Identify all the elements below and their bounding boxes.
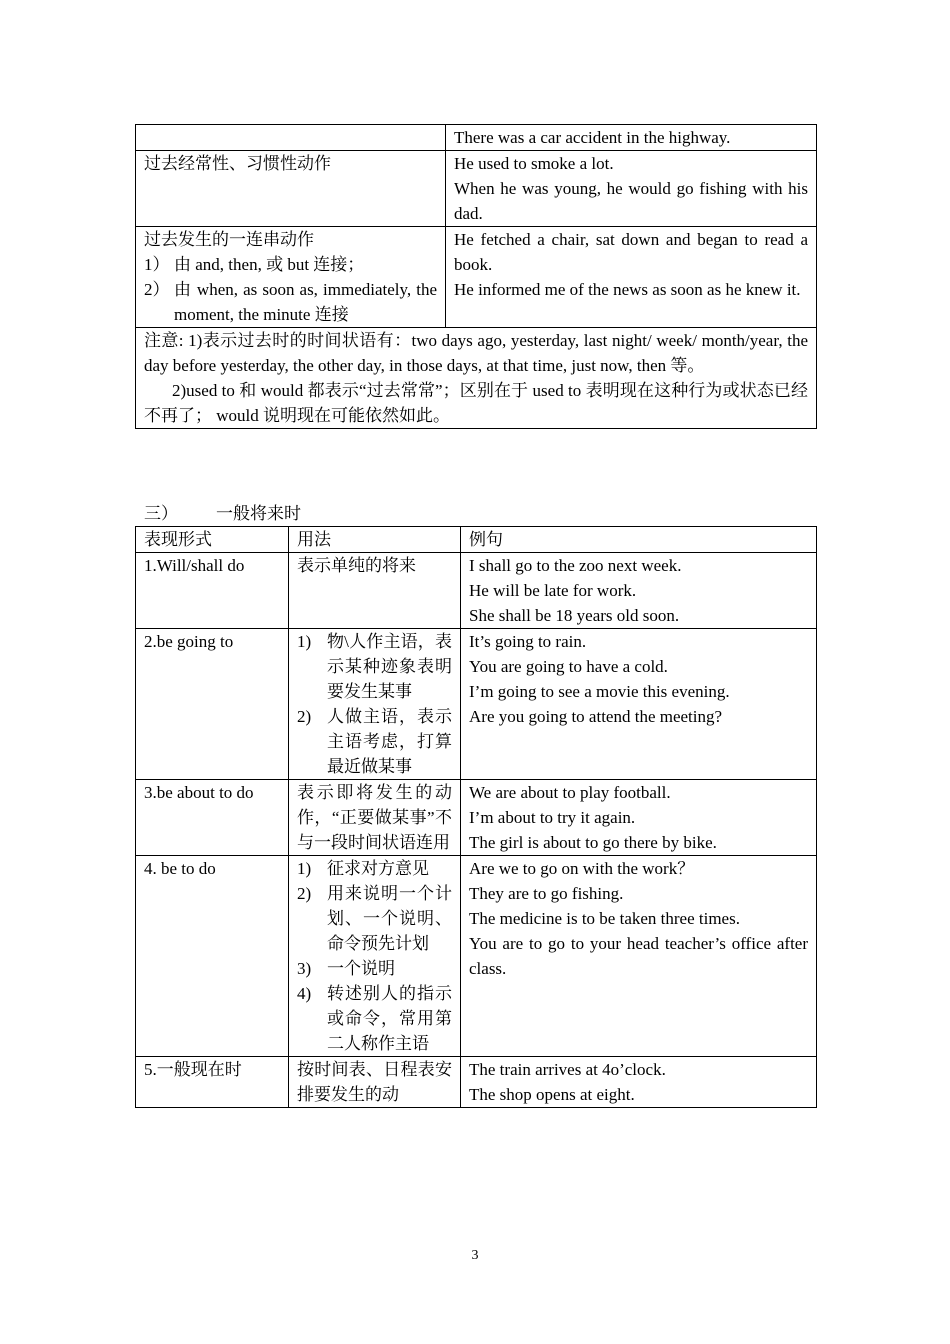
- form-cell: 2.be going to: [136, 629, 289, 780]
- table-cell: [446, 151, 817, 227]
- table-row: [136, 856, 817, 1057]
- table-row: [136, 1057, 817, 1108]
- example-cell: [461, 629, 817, 780]
- example-sentence: We are about to play football.: [469, 783, 671, 802]
- example-cell: [461, 1057, 817, 1108]
- example-sentence: Are we to go on with the work？: [469, 859, 695, 878]
- column-header: 表现形式: [136, 527, 289, 553]
- section-heading: [144, 504, 301, 524]
- table-cell: [446, 125, 817, 151]
- form-cell: 5.一般现在时: [136, 1057, 289, 1108]
- example-sentence: I’m about to try it again.: [469, 808, 636, 827]
- list-item: 1） 由 and, then, 或 but 连接；: [144, 255, 365, 274]
- table-row: [136, 227, 817, 328]
- example-sentence: He fetched a chair, sat down and began to read a book.: [454, 230, 808, 274]
- list-item: 3) 一个说明: [297, 959, 395, 978]
- list-item: 2) 用来说明一个计划、一个说明、命令预先计划: [297, 884, 452, 953]
- example-sentence: He used to smoke a lot.: [454, 154, 614, 173]
- example-sentence: I’m going to see a movie this evening.: [469, 682, 730, 701]
- usage-list: [297, 629, 452, 779]
- example-sentence: The train arrives at 4o’clock.: [469, 1060, 666, 1079]
- table-row: [136, 780, 817, 856]
- example-sentence: You are going to have a cold.: [469, 657, 668, 676]
- list-item: 4) 转述别人的指示或命令，常用第二人称作主语: [297, 984, 452, 1053]
- table-row: [136, 629, 817, 780]
- form-cell: 4. be to do: [136, 856, 289, 1057]
- table-row: [136, 125, 817, 151]
- note-paragraph: 2)used to 和 would 都表示“过去常常”；区别在于 used to 表明现在这种行为或状态已经不再了； would 说明现在可能依然如此。: [144, 381, 808, 425]
- list-item: 1) 物\人作主语，表示某种迹象表明要发生某事: [297, 632, 452, 701]
- column-header: 用法: [289, 527, 461, 553]
- example-cell: [461, 780, 817, 856]
- table-cell: [136, 227, 446, 328]
- example-sentence: You are to go to your head teacher’s office after class.: [469, 934, 808, 978]
- example-sentence: The medicine is to be taken three times.: [469, 909, 740, 928]
- section-title: 一般将来时: [216, 504, 301, 523]
- table-cell: 过去经常性、习惯性动作: [136, 151, 446, 227]
- table-row: [136, 328, 817, 429]
- note-paragraph: 注意: 1)表示过去时的时间状语有：two days ago, yesterday, last night/ week/ month/year, the day before yesterday, the other day, in those days, at that time, just now, then 等。: [144, 331, 808, 375]
- section-number: 三）: [144, 504, 178, 523]
- note-cell: [136, 328, 817, 429]
- future-tense-table: [135, 526, 817, 1108]
- example-sentence: He will be late for work.: [469, 581, 637, 600]
- example-sentence: They are to go fishing.: [469, 884, 624, 903]
- example-cell: [461, 553, 817, 629]
- example-sentence: Are you going to attend the meeting?: [469, 707, 723, 726]
- past-tense-table: [135, 124, 817, 429]
- example-sentence: The shop opens at eight.: [469, 1085, 635, 1104]
- example-sentence: It’s going to rain.: [469, 632, 587, 651]
- table-cell: [136, 125, 446, 151]
- example-sentence: She shall be 18 years old soon.: [469, 606, 680, 625]
- usage-cell: [289, 856, 461, 1057]
- usage-list: [144, 252, 437, 327]
- list-item: 2) 人做主语，表示主语考虑，打算最近做某事: [297, 707, 452, 776]
- cell-title: 过去发生的一连串动作: [144, 230, 314, 249]
- usage-cell: [289, 629, 461, 780]
- example-sentence: I shall go to the zoo next week.: [469, 556, 682, 575]
- list-item: 2） 由 when, as soon as, immediately, the moment, the minute 连接: [144, 280, 437, 324]
- page-number: 3: [471, 1248, 479, 1263]
- usage-cell: 表示即将发生的动作，“正要做某事”不与一段时间状语连用: [289, 780, 461, 856]
- usage-cell: 按时间表、日程表安排要发生的动: [289, 1057, 461, 1108]
- form-cell: 1.Will/shall do: [136, 553, 289, 629]
- usage-list: [297, 856, 452, 1056]
- form-cell: 3.be about to do: [136, 780, 289, 856]
- example-cell: [461, 856, 817, 1057]
- column-header: 例句: [461, 527, 817, 553]
- table-cell: [446, 227, 817, 328]
- table-row: [136, 151, 817, 227]
- example-sentence: When he was young, he would go fishing with his dad.: [454, 179, 808, 223]
- table-row: [136, 553, 817, 629]
- table-header-row: [136, 527, 817, 553]
- usage-cell: 表示单纯的将来: [289, 553, 461, 629]
- example-sentence: The girl is about to go there by bike.: [469, 833, 717, 852]
- list-item: 1) 征求对方意见: [297, 859, 429, 878]
- example-sentence: There was a car accident in the highway.: [454, 128, 731, 147]
- example-sentence: He informed me of the news as soon as he knew it.: [454, 280, 801, 299]
